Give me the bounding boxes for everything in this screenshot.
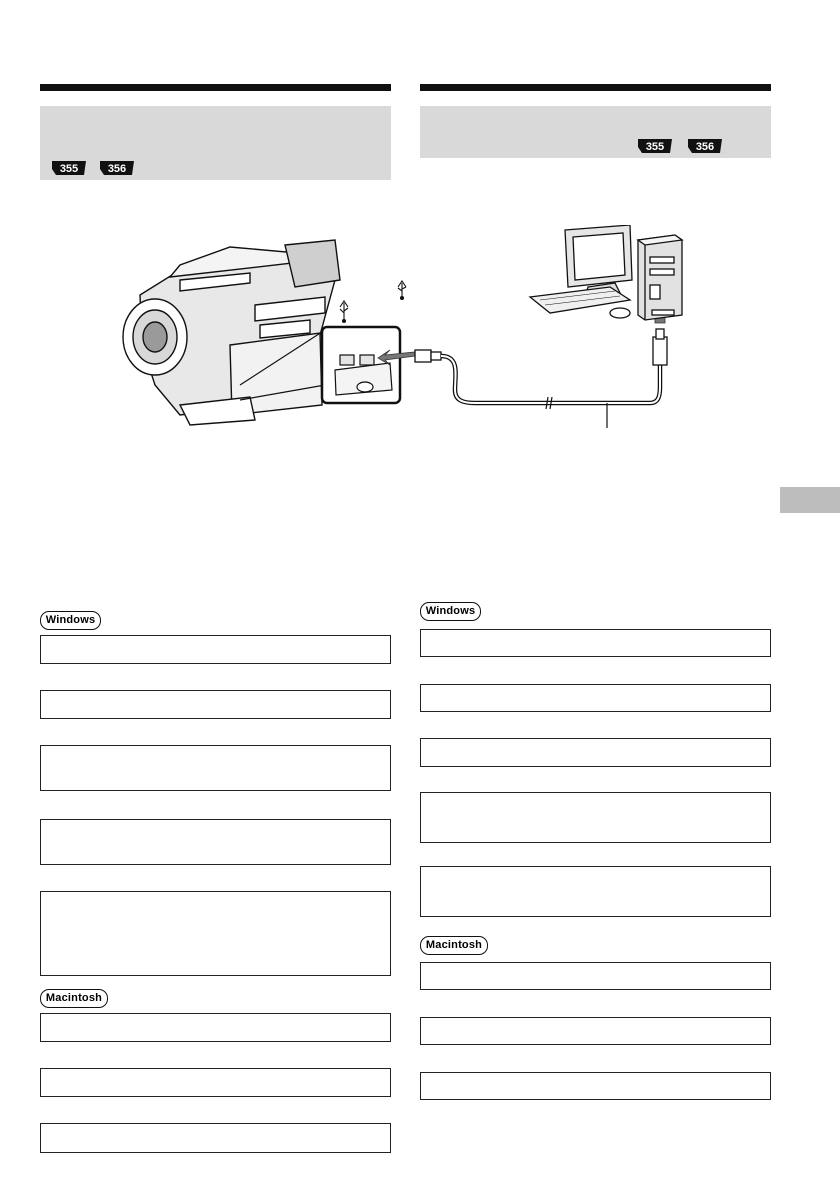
left-header-band [40, 106, 391, 180]
right-mac-box-3 [420, 1072, 771, 1100]
badge-355-right [636, 138, 674, 154]
badge-355-left [50, 160, 88, 176]
svg-text:355: 355 [59, 163, 79, 175]
left-win-box-2 [40, 690, 391, 719]
usb-icon [340, 301, 348, 323]
right-win-box-5 [420, 866, 771, 917]
right-section-rule [420, 84, 771, 91]
connection-illustration [110, 225, 710, 435]
macintosh-tag-left: Macintosh [40, 989, 108, 1008]
macintosh-tag-right: Macintosh [420, 936, 488, 955]
right-win-box-2 [420, 684, 771, 712]
svg-text:356: 356 [107, 163, 127, 175]
badge-356-left [98, 160, 136, 176]
right-win-box-4 [420, 792, 771, 843]
left-section-rule [40, 84, 391, 91]
windows-tag-right: Windows [420, 602, 481, 621]
left-mac-box-3 [40, 1123, 391, 1153]
section-side-tab [780, 487, 840, 513]
computer-illustration [530, 225, 682, 320]
badge-356-right [686, 138, 724, 154]
left-mac-box-2 [40, 1068, 391, 1097]
left-win-box-1 [40, 635, 391, 664]
usb-cable-illustration [441, 356, 660, 403]
right-mac-box-2 [420, 1017, 771, 1045]
svg-text:356: 356 [695, 141, 715, 153]
right-win-box-3 [420, 738, 771, 767]
left-win-box-3 [40, 745, 391, 791]
camcorder-illustration [123, 240, 340, 425]
right-win-box-1 [420, 629, 771, 657]
left-win-box-5 [40, 891, 391, 976]
right-mac-box-1 [420, 962, 771, 990]
svg-text:355: 355 [645, 141, 665, 153]
usb-icon [398, 281, 406, 300]
left-win-box-4 [40, 819, 391, 865]
left-mac-box-1 [40, 1013, 391, 1042]
windows-tag-left: Windows [40, 611, 101, 630]
